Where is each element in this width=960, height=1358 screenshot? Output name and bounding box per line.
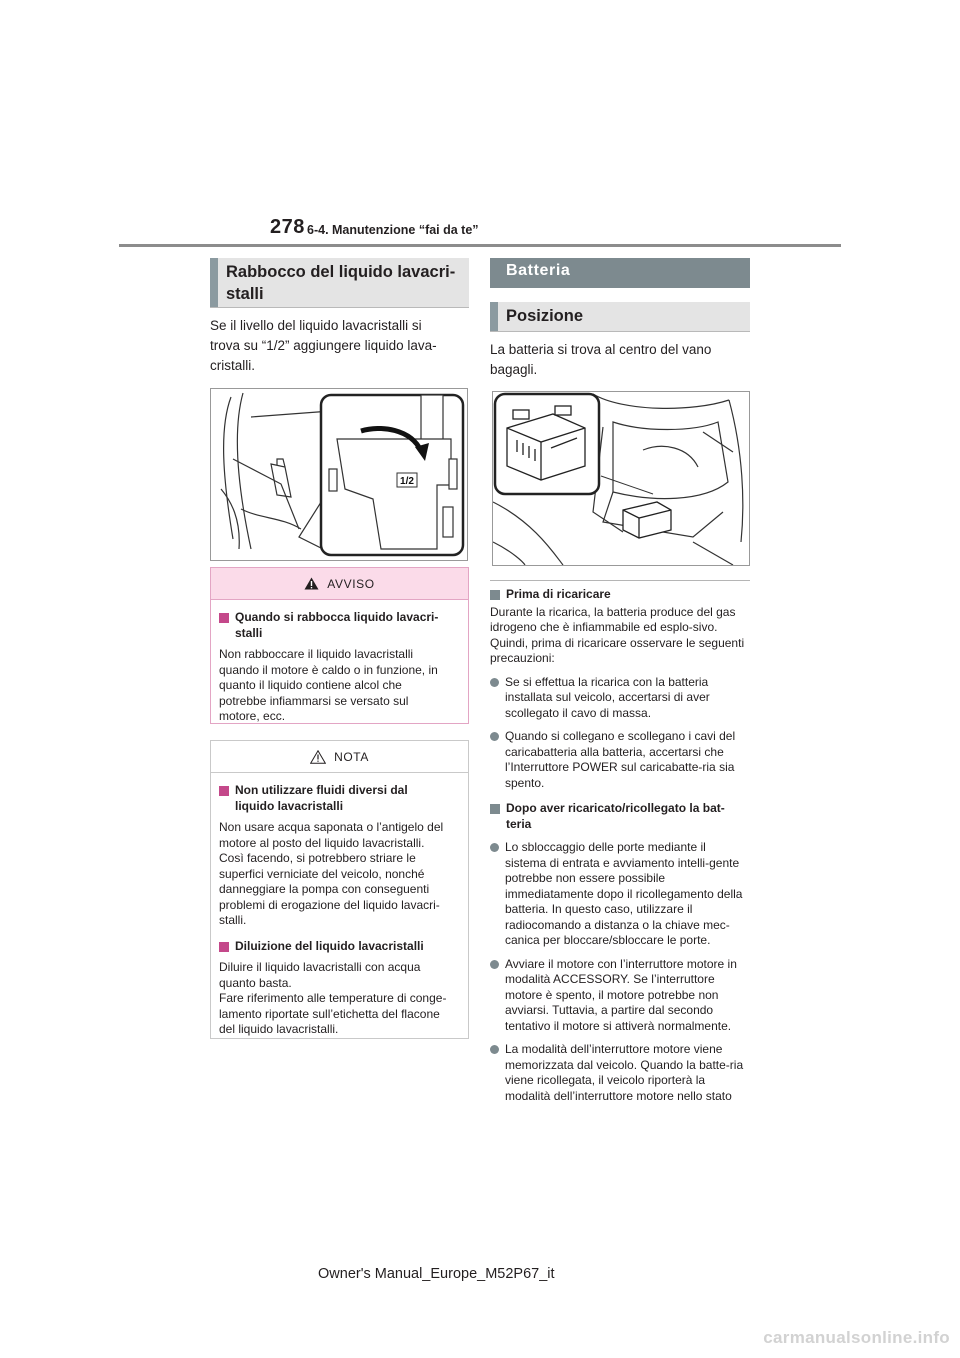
note-item2-title-text: Diluizione del liquido lavacristalli	[235, 938, 424, 953]
page-number: 278	[270, 216, 305, 238]
after-title-text: Dopo aver ricaricato/ricollegato la bat-teria	[506, 801, 725, 831]
warning-box	[210, 567, 469, 724]
square-bullet-icon	[490, 804, 500, 814]
charge-bullet-1: Se si effettua la ricarica con la batteria installata sul veicolo, accertarsi di aver scollegato il cavo di massa.	[505, 674, 710, 720]
charge-title-text: Prima di ricaricare	[506, 587, 611, 601]
washer-reservoir-illustration	[211, 389, 467, 560]
washer-reservoir-figure	[210, 388, 468, 561]
list-item	[490, 840, 750, 949]
caution-triangle-icon	[310, 750, 326, 764]
list-item	[490, 675, 750, 722]
washer-fluid-heading	[210, 258, 469, 308]
round-bullet-icon	[490, 732, 499, 741]
square-bullet-icon	[219, 613, 229, 623]
note-item1-title	[219, 783, 460, 814]
battery-section-band	[490, 258, 750, 288]
section-title: 6-4. Manutenzione “fai da te”	[307, 223, 479, 237]
charge-text: Durante la ricarica, la batteria produce del gas idrogeno che è infiammabile ed esplo-sivo. Quindi, prima di ricaricare osservare le seguenti precauzioni:	[490, 604, 745, 665]
warning-subtitle-line2: stalli	[235, 625, 263, 640]
note-item2-title	[219, 939, 460, 955]
warning-subtitle-line1: Quando si rabbocca liquido lavacri-	[235, 610, 439, 624]
watermark: carmanualsonline.info	[763, 1328, 950, 1347]
warning-header	[211, 568, 468, 600]
heading-accent-bar	[490, 302, 498, 331]
washer-intro-line2: trova su “1/2” aggiungere liquido lava-	[210, 338, 437, 353]
round-bullet-icon	[490, 843, 499, 852]
position-heading-text: Posizione	[506, 307, 584, 325]
round-bullet-icon	[490, 678, 499, 687]
note-item1-text: Non usare acqua saponata o l’antigelo del motore al posto del liquido lavacristalli. Così facendo, si potrebbero striare le superfici verniciate del veicolo, nonché danneggiare la pompa con conseguenti problemi di erogazione del liquido lavacri- stalli.	[219, 820, 444, 927]
note-item2-text: Diluire il liquido lavacristalli con acqua quanto basta. Fare riferimento alle temperature di conge- lamento riportate sull’etichetta del flacone del liquido lavacristalli.	[219, 960, 447, 1036]
note-item1-title-line2: liquido lavacristalli	[235, 798, 344, 813]
note-title: NOTA	[334, 749, 369, 764]
warning-triangle-icon	[304, 577, 319, 590]
list-item	[490, 1042, 750, 1104]
square-bullet-icon	[219, 786, 229, 796]
manual-footer: Owner's Manual_Europe_M52P67_it	[318, 1266, 555, 1282]
note-box	[210, 740, 469, 1039]
after-title	[490, 801, 750, 832]
battery-location-figure	[492, 391, 750, 566]
charge-title	[490, 587, 750, 603]
square-bullet-icon	[219, 942, 229, 952]
round-bullet-icon	[490, 960, 499, 969]
washer-intro-line3: cristalli.	[210, 358, 256, 373]
note-item1-title-line1: Non utilizzare fluidi diversi dal	[235, 783, 408, 797]
note-header	[211, 741, 468, 773]
battery-location-illustration	[493, 392, 749, 565]
warning-subtitle	[219, 610, 460, 641]
battery-charging-notes	[490, 580, 750, 1104]
battery-intro-line1: La batteria si trova al centro del vano	[490, 342, 712, 357]
list-item	[490, 729, 750, 791]
washer-heading-line2: stalli	[226, 285, 264, 303]
position-heading	[490, 302, 750, 332]
list-item	[490, 957, 750, 1035]
washer-intro-line1: Se il livello del liquido lavacristalli si	[210, 318, 422, 333]
battery-section-title: Batteria	[506, 262, 571, 279]
warning-text: Non rabboccare il liquido lavacristalli quando il motore è caldo o in funzione, in quanto il liquido contiene alcol che potrebbe infiammarsi se versato sul motore, ecc.	[219, 647, 438, 723]
washer-heading-line1: Rabbocco del liquido lavacri-	[226, 263, 456, 281]
after-bullet-3: La modalità dell’interruttore motore viene memorizzata dal veicolo. Quando la batte-ria viene ricollegata, il veicolo riporterà la modalità dell’interruttore motore nello stato	[505, 1042, 744, 1103]
after-bullet-2: Avviare il motore con l’interruttore motore in modalità ACCESSORY. Se l’interruttore motore è spento, il motore potrebbe non avviarsi. Tuttavia, a partire dal secondo tentativo il motore si attiverà normalmente.	[505, 956, 737, 1033]
header-rule	[119, 244, 841, 247]
square-bullet-icon	[490, 590, 500, 600]
reservoir-half-mark: 1/2	[400, 476, 414, 487]
round-bullet-icon	[490, 1045, 499, 1054]
battery-intro-line2: bagagli.	[490, 362, 538, 377]
charge-bullet-2: Quando si collegano e scollegano i cavi del caricabatteria alla batteria, accertarsi che l’Interruttore POWER sul caricabatte-ria sia spento.	[505, 729, 736, 790]
after-bullet-1: Lo sbloccaggio delle porte mediante il sistema di entrata e avviamento intelli-gente potrebbe non essere possibile immediatamente dopo il ricollegamento della batteria. In questo caso, utilizzare il radiocomando a distanza o la chiave mec-canica per bloccare/sbloccare le porte.	[505, 840, 743, 947]
heading-accent-bar	[210, 258, 218, 307]
warning-title: AVVISO	[327, 576, 375, 591]
